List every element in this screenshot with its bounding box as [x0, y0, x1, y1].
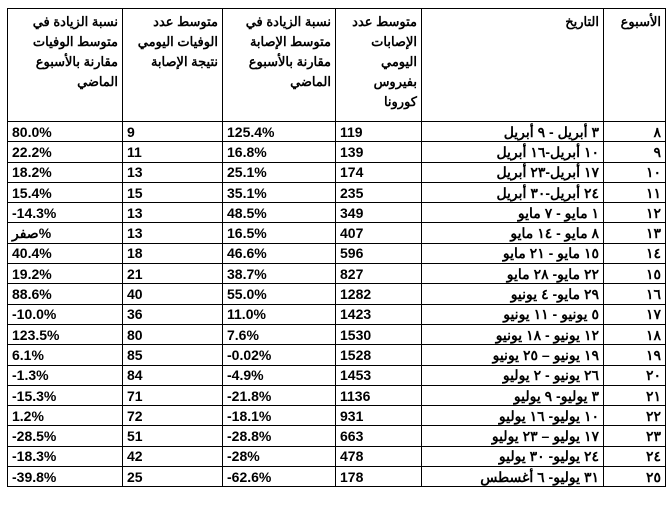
deaths-change-cell: 123.5%: [8, 324, 123, 344]
avg-deaths-cell: 80: [123, 324, 223, 344]
avg-deaths-cell: 84: [123, 365, 223, 385]
cases-change-cell: -4.9%: [223, 365, 336, 385]
deaths-change-cell: 15.4%: [8, 182, 123, 202]
week-cell: ١٢: [604, 203, 666, 223]
cases-change-cell: -28.8%: [223, 426, 336, 446]
date-cell: ٢٩ مايو- ٤ يونيو: [422, 284, 604, 304]
week-cell: ١٩: [604, 345, 666, 365]
date-cell: ١٢ يونيو - ١٨ يونيو: [422, 324, 604, 344]
avg-cases-cell: 596: [336, 243, 422, 263]
deaths-change-cell: -10.0%: [8, 304, 123, 324]
header-deaths-change: نسبة الزيادة في متوسط الوفيات مقارنة بالأسبوع الماضي: [8, 9, 123, 122]
header-date: التاريخ: [422, 9, 604, 122]
avg-deaths-cell: 42: [123, 446, 223, 466]
avg-deaths-cell: 13: [123, 203, 223, 223]
cases-change-cell: 16.8%: [223, 142, 336, 162]
avg-cases-cell: 178: [336, 467, 422, 487]
cases-change-cell: -62.6%: [223, 467, 336, 487]
table-row: [8, 243, 666, 263]
cases-change-cell: 16.5%: [223, 223, 336, 243]
avg-cases-cell: 931: [336, 406, 422, 426]
deaths-change-cell: 19.2%: [8, 264, 123, 284]
header-row: [8, 9, 666, 122]
deaths-change-cell: -15.3%: [8, 385, 123, 405]
table-row: [8, 426, 666, 446]
week-cell: ١٦: [604, 284, 666, 304]
cases-change-cell: -0.02%: [223, 345, 336, 365]
avg-deaths-cell: 40: [123, 284, 223, 304]
table-row: [8, 223, 666, 243]
avg-deaths-cell: 21: [123, 264, 223, 284]
week-cell: ٢٣: [604, 426, 666, 446]
deaths-change-cell: 40.4%: [8, 243, 123, 263]
avg-deaths-cell: 13: [123, 223, 223, 243]
table-row: [8, 182, 666, 202]
deaths-change-cell: صفر%: [8, 223, 123, 243]
deaths-change-cell: -1.3%: [8, 365, 123, 385]
deaths-change-cell: 22.2%: [8, 142, 123, 162]
avg-cases-cell: 407: [336, 223, 422, 243]
date-cell: ٢٤ أبريل-٣٠ أبريل: [422, 182, 604, 202]
date-cell: ١٧ أبريل-٢٣ أبريل: [422, 162, 604, 182]
cases-change-cell: 38.7%: [223, 264, 336, 284]
date-cell: ٢٦ يونيو - ٢ يوليو: [422, 365, 604, 385]
avg-cases-cell: 478: [336, 446, 422, 466]
table-row: [8, 264, 666, 284]
avg-cases-cell: 235: [336, 182, 422, 202]
avg-cases-cell: 349: [336, 203, 422, 223]
date-cell: ٨ مايو - ١٤ مايو: [422, 223, 604, 243]
cases-change-cell: 55.0%: [223, 284, 336, 304]
week-cell: ٢٥: [604, 467, 666, 487]
avg-deaths-cell: 36: [123, 304, 223, 324]
header-avg-deaths: متوسط عدد الوفيات اليومي نتيجة الإصابة: [123, 9, 223, 122]
avg-deaths-cell: 72: [123, 406, 223, 426]
cases-change-cell: 125.4%: [223, 122, 336, 142]
date-cell: ٥ يونيو - ١١ يونيو: [422, 304, 604, 324]
week-cell: ١٥: [604, 264, 666, 284]
cases-change-cell: -18.1%: [223, 406, 336, 426]
table-row: [8, 446, 666, 466]
deaths-change-cell: 80.0%: [8, 122, 123, 142]
table-row: [8, 365, 666, 385]
date-cell: ٣١ يوليو- ٦ أغسطس: [422, 467, 604, 487]
table-row: [8, 345, 666, 365]
cases-change-cell: -21.8%: [223, 385, 336, 405]
avg-deaths-cell: 85: [123, 345, 223, 365]
table-row: [8, 142, 666, 162]
week-cell: ٢٤: [604, 446, 666, 466]
table-row: [8, 203, 666, 223]
avg-cases-cell: 827: [336, 264, 422, 284]
header-cases-change: نسبة الزيادة في متوسط الإصابة مقارنة بالأسبوع الماضي: [223, 9, 336, 122]
cases-change-cell: 25.1%: [223, 162, 336, 182]
date-cell: ٣ أبريل - ٩ أبريل: [422, 122, 604, 142]
week-cell: ١٣: [604, 223, 666, 243]
cases-change-cell: 46.6%: [223, 243, 336, 263]
week-cell: ٨: [604, 122, 666, 142]
avg-deaths-cell: 9: [123, 122, 223, 142]
week-cell: ٢١: [604, 385, 666, 405]
avg-cases-cell: 1453: [336, 365, 422, 385]
deaths-change-cell: -18.3%: [8, 446, 123, 466]
table-row: [8, 385, 666, 405]
table-row: [8, 162, 666, 182]
week-cell: ١٠: [604, 162, 666, 182]
deaths-change-cell: 6.1%: [8, 345, 123, 365]
deaths-change-cell: -14.3%: [8, 203, 123, 223]
deaths-change-cell: 1.2%: [8, 406, 123, 426]
avg-cases-cell: 174: [336, 162, 422, 182]
table-row: [8, 324, 666, 344]
date-cell: ١٩ يونيو – ٢٥ يونيو: [422, 345, 604, 365]
week-cell: ١٧: [604, 304, 666, 324]
date-cell: ٢٢ مايو- ٢٨ مايو: [422, 264, 604, 284]
avg-cases-cell: 139: [336, 142, 422, 162]
header-week: الأسبوع: [604, 9, 666, 122]
deaths-change-cell: -39.8%: [8, 467, 123, 487]
cases-change-cell: -28%: [223, 446, 336, 466]
date-cell: ١٠ يوليو- ١٦ يوليو: [422, 406, 604, 426]
week-cell: ١١: [604, 182, 666, 202]
avg-cases-cell: 1136: [336, 385, 422, 405]
avg-cases-cell: 663: [336, 426, 422, 446]
date-cell: ١٥ مايو - ٢١ مايو: [422, 243, 604, 263]
covid-weekly-table: [7, 8, 666, 487]
week-cell: ٢٠: [604, 365, 666, 385]
week-cell: ٩: [604, 142, 666, 162]
deaths-change-cell: 18.2%: [8, 162, 123, 182]
cases-change-cell: 48.5%: [223, 203, 336, 223]
avg-deaths-cell: 18: [123, 243, 223, 263]
table-row: [8, 304, 666, 324]
avg-deaths-cell: 15: [123, 182, 223, 202]
date-cell: ١ مايو - ٧ مايو: [422, 203, 604, 223]
date-cell: ١٠ أبريل-١٦ أبريل: [422, 142, 604, 162]
deaths-change-cell: 88.6%: [8, 284, 123, 304]
deaths-change-cell: -28.5%: [8, 426, 123, 446]
avg-deaths-cell: 25: [123, 467, 223, 487]
date-cell: ٢٤ يوليو- ٣٠ يوليو: [422, 446, 604, 466]
cases-change-cell: 11.0%: [223, 304, 336, 324]
header-avg-cases: متوسط عدد الإصابات اليومي بفيروس كورونا: [336, 9, 422, 122]
avg-cases-cell: 1423: [336, 304, 422, 324]
avg-deaths-cell: 13: [123, 162, 223, 182]
cases-change-cell: 35.1%: [223, 182, 336, 202]
avg-cases-cell: 1528: [336, 345, 422, 365]
avg-deaths-cell: 51: [123, 426, 223, 446]
avg-deaths-cell: 11: [123, 142, 223, 162]
avg-cases-cell: 119: [336, 122, 422, 142]
avg-cases-cell: 1530: [336, 324, 422, 344]
week-cell: ١٨: [604, 324, 666, 344]
cases-change-cell: 7.6%: [223, 324, 336, 344]
table-row: [8, 467, 666, 487]
week-cell: ١٤: [604, 243, 666, 263]
table-body: [8, 122, 666, 487]
table-row: [8, 406, 666, 426]
table-row: [8, 122, 666, 142]
week-cell: ٢٢: [604, 406, 666, 426]
date-cell: ١٧ يوليو – ٢٣ يوليو: [422, 426, 604, 446]
table-row: [8, 284, 666, 304]
avg-cases-cell: 1282: [336, 284, 422, 304]
date-cell: ٣ يوليو- ٩ يوليو: [422, 385, 604, 405]
avg-deaths-cell: 71: [123, 385, 223, 405]
